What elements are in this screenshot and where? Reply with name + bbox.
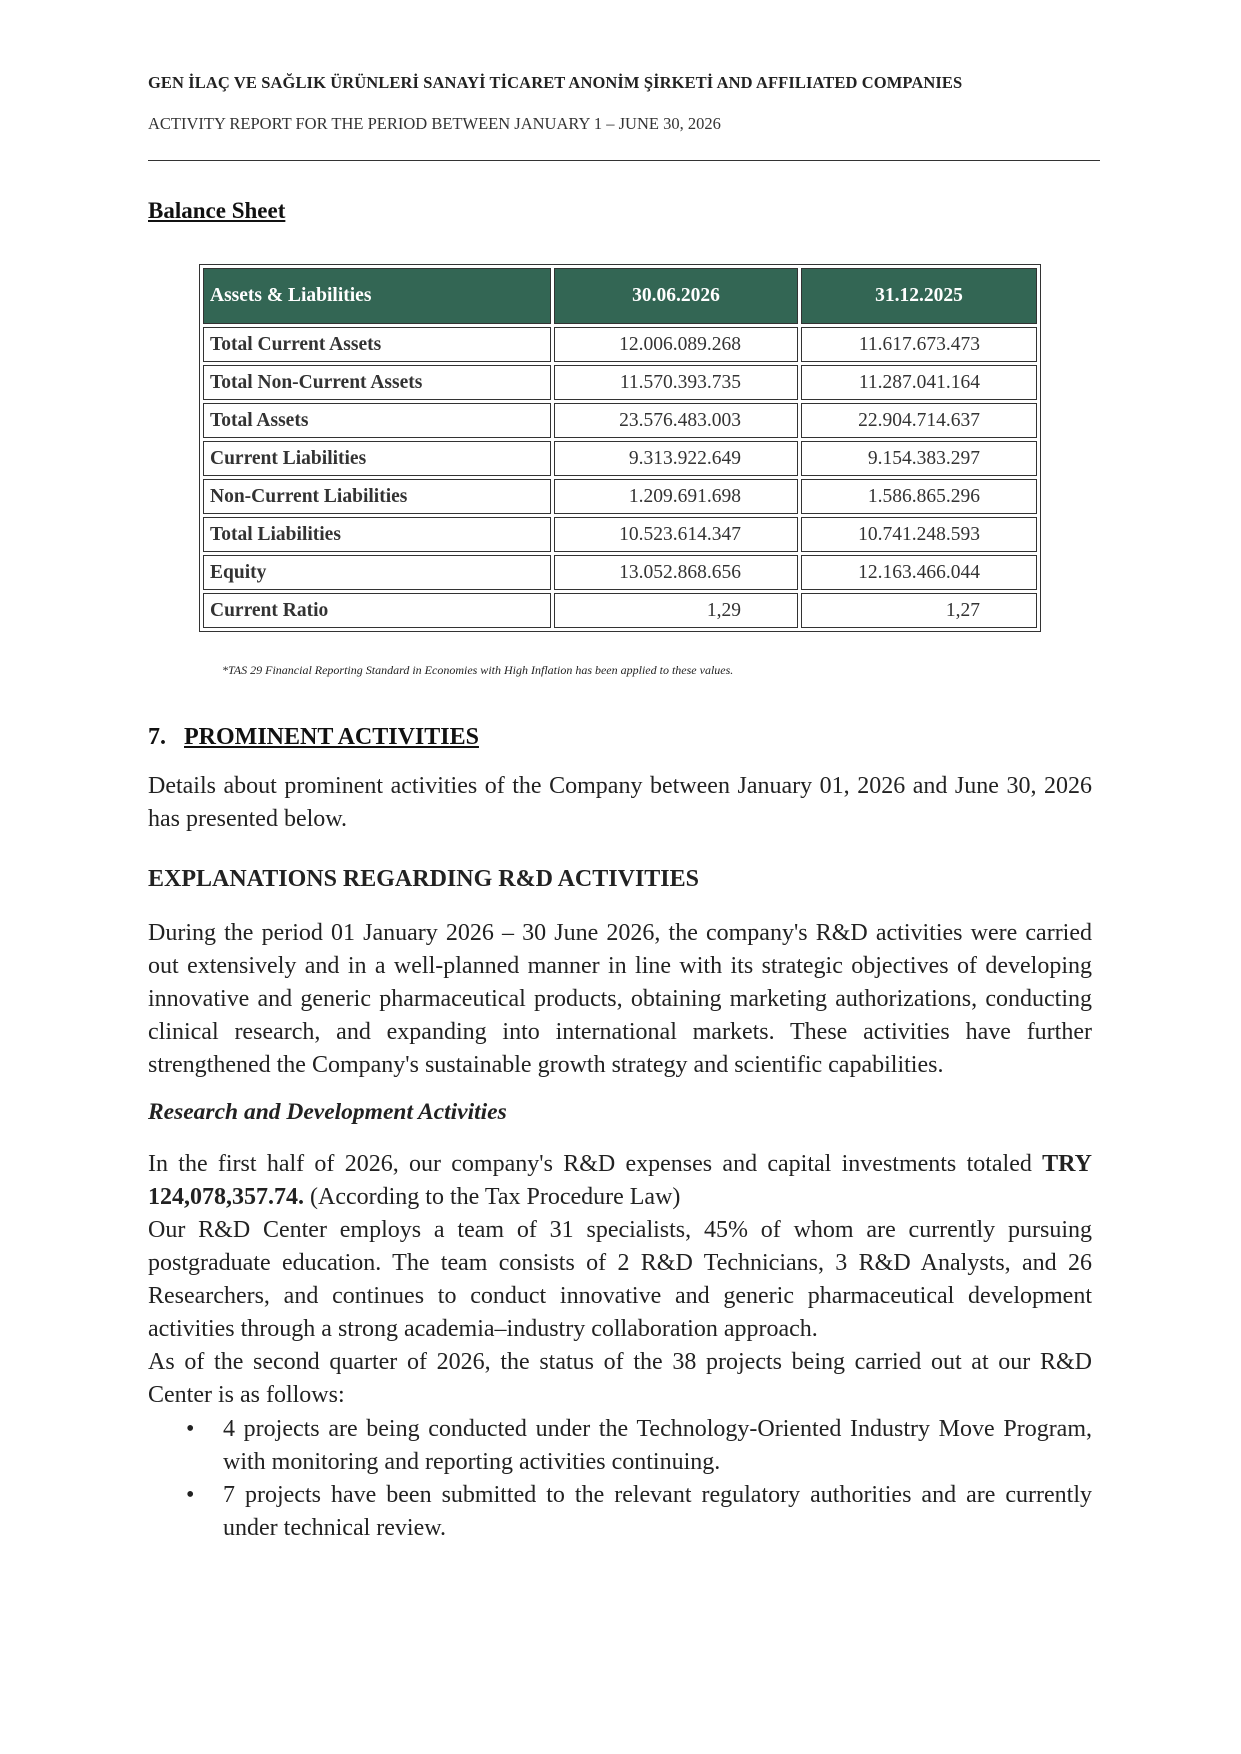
value-cell: 1,29 (554, 593, 798, 628)
row-label: Total Liabilities (203, 517, 551, 552)
row-label: Total Current Assets (203, 327, 551, 362)
value-cell: 1.209.691.698 (554, 479, 798, 514)
value-cell: 9.313.922.649 (554, 441, 798, 476)
value-cell: 23.576.483.003 (554, 403, 798, 438)
table-row (203, 441, 1037, 476)
rd-heading: EXPLANATIONS REGARDING R&D ACTIVITIES (148, 866, 699, 892)
value-cell: 11.287.041.164 (801, 365, 1037, 400)
row-label: Current Ratio (203, 593, 551, 628)
row-label: Non-Current Liabilities (203, 479, 551, 514)
row-label: Total Assets (203, 403, 551, 438)
value-cell: 9.154.383.297 (801, 441, 1037, 476)
list-item (148, 1413, 1092, 1479)
rd-subheading: Research and Development Activities (148, 1099, 507, 1125)
list-item (148, 1479, 1092, 1545)
bullet-icon: • (186, 1416, 195, 1442)
section-heading (148, 724, 479, 751)
project-status-list (148, 1413, 1092, 1545)
value-cell: 11.570.393.735 (554, 365, 798, 400)
rd-paragraph-projects: As of the second quarter of 2026, the status of the 38 projects being carried out at our R&D Center is as follows: (148, 1349, 1092, 1408)
value-cell: 1.586.865.296 (801, 479, 1037, 514)
value-cell: 10.741.248.593 (801, 517, 1037, 552)
column-header: 31.12.2025 (801, 268, 1037, 324)
bullet-icon: • (186, 1482, 195, 1508)
rd-paragraph-overview: During the period 01 January 2026 – 30 June 2026, the company's R&D activities were carried out extensively and in a well-planned manner in line with its strategic objectives of developing innovative and generic pharmaceutical products, obtaining marketing authorizations, conducting clinical research, and expanding into international markets. These activities have further strengthened the Company's sustainable growth strategy and scientific capabilities. (148, 920, 1092, 1078)
table-row (203, 517, 1037, 552)
rd-paragraph-expenses (148, 1148, 1092, 1214)
rd-paragraph-team: Our R&D Center employs a team of 31 specialists, 45% of whom are currently pursuing postgraduate education. The team consists of 2 R&D Technicians, 3 R&D Analysts, and 26 Researchers, and continues to conduct innovative and generic pharmaceutical development activities through a strong academia–industry collaboration approach. (148, 1217, 1092, 1342)
list-item-text: 4 projects are being conducted under the Technology-Oriented Industry Move Program, with monitoring and reporting activities continuing. (223, 1416, 1092, 1475)
value-cell: 12.163.466.044 (801, 555, 1037, 590)
value-cell: 12.006.089.268 (554, 327, 798, 362)
list-item-text: 7 projects have been submitted to the relevant regulatory authorities and are currently under technical review. (223, 1482, 1092, 1541)
value-cell: 10.523.614.347 (554, 517, 798, 552)
value-cell: 22.904.714.637 (801, 403, 1037, 438)
value-cell: 13.052.868.656 (554, 555, 798, 590)
row-label: Current Liabilities (203, 441, 551, 476)
table-header-row (203, 268, 1037, 324)
expenses-text: In the first half of 2026, our company's R&D expenses and capital investments totaled (148, 1151, 1043, 1177)
column-header: 30.06.2026 (554, 268, 798, 324)
table-footnote: *TAS 29 Financial Reporting Standard in Economies with High Inflation has been applied to these values. (222, 663, 734, 677)
value-cell: 11.617.673.473 (801, 327, 1037, 362)
section-intro-paragraph: Details about prominent activities of the Company between January 01, 2026 and June 30, 2026 has presented below. (148, 773, 1092, 832)
table-row (203, 365, 1037, 400)
table-row (203, 479, 1037, 514)
header-divider (148, 160, 1100, 161)
table-row (203, 327, 1037, 362)
header-company-name: GEN İLAÇ VE SAĞLIK ÜRÜNLERİ SANAYİ TİCARET ANONİM ŞİRKETİ AND AFFILIATED COMPANIES (148, 73, 963, 92)
table-row (203, 403, 1037, 438)
expenses-amount: TRY 124,078,357.74. (148, 1151, 1092, 1210)
header-report-period: ACTIVITY REPORT FOR THE PERIOD BETWEEN JANUARY 1 – JUNE 30, 2026 (148, 114, 721, 133)
rd-body (148, 1148, 1092, 1412)
row-label: Equity (203, 555, 551, 590)
column-header: Assets & Liabilities (203, 268, 551, 324)
expenses-note: (According to the Tax Procedure Law) (304, 1184, 681, 1210)
balance-sheet-title: Balance Sheet (148, 198, 286, 223)
value-cell: 1,27 (801, 593, 1037, 628)
table-row (203, 593, 1037, 628)
section-title: PROMINENT ACTIVITIES (184, 724, 479, 750)
row-label: Total Non-Current Assets (203, 365, 551, 400)
section-number: 7. (148, 724, 166, 750)
balance-sheet-table (199, 264, 1041, 632)
table-row (203, 555, 1037, 590)
